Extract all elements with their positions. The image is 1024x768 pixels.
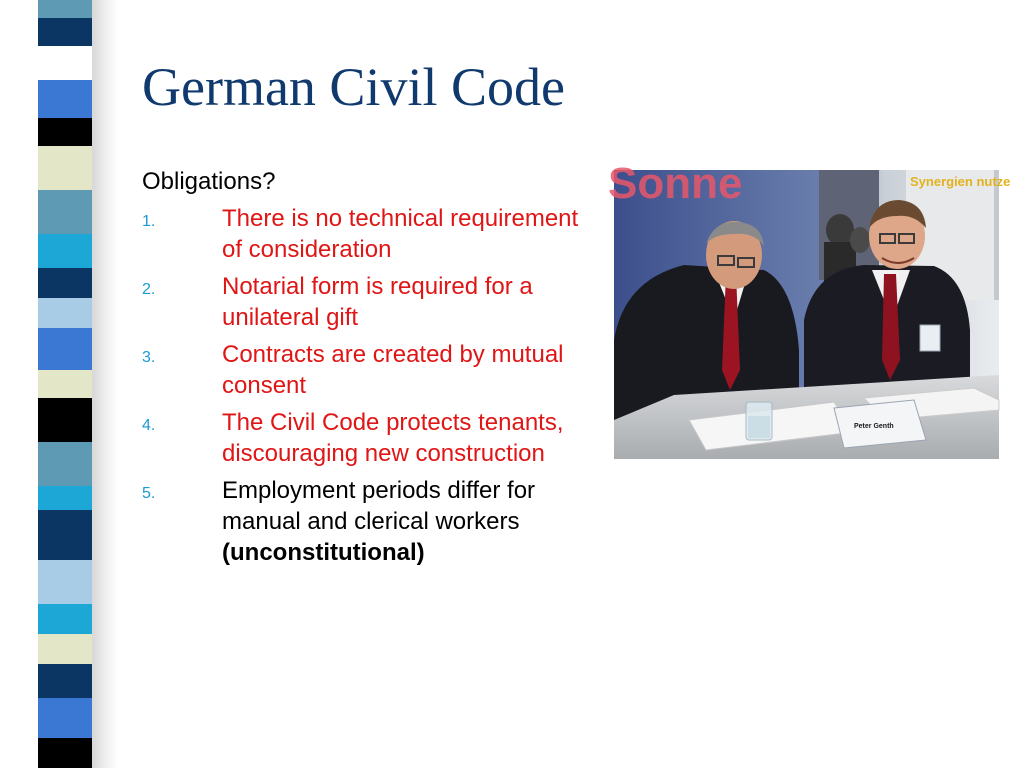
list-item (142, 475, 582, 568)
list-item-text: Employment periods differ for manual and clerical workers (222, 477, 536, 535)
list-item (142, 203, 582, 265)
list-number: 4. (142, 417, 156, 434)
nameplate-name: Peter Genth (854, 423, 894, 430)
photo-banner-text-left: Sonne (608, 159, 743, 208)
signing-photo (608, 159, 1011, 459)
list-number: 2. (142, 281, 156, 298)
list-item (142, 407, 582, 469)
decorative-color-strip (0, 0, 118, 768)
list-item-text: Notarial form is required for a unilateral gift (222, 273, 533, 331)
list-number: 5. (142, 485, 156, 502)
list-item (142, 339, 582, 401)
slide-title: German Civil Code (142, 57, 565, 117)
list-number: 1. (142, 213, 156, 230)
list-item-text: There is no technical requirement of consideration (222, 205, 579, 263)
list-item-emphasis: (unconstitutional) (222, 539, 425, 566)
photo-banner-text-right: Synergien nutze (910, 174, 1011, 189)
list-item-text: The Civil Code protects tenants, discouraging new construction (222, 409, 564, 467)
list-item-text: Contracts are created by mutual consent (222, 341, 564, 399)
list-number: 3. (142, 349, 156, 366)
lead-text: Obligations? (142, 168, 276, 195)
list-item (142, 271, 582, 333)
numbered-list (142, 203, 582, 568)
slide-body (142, 166, 582, 574)
